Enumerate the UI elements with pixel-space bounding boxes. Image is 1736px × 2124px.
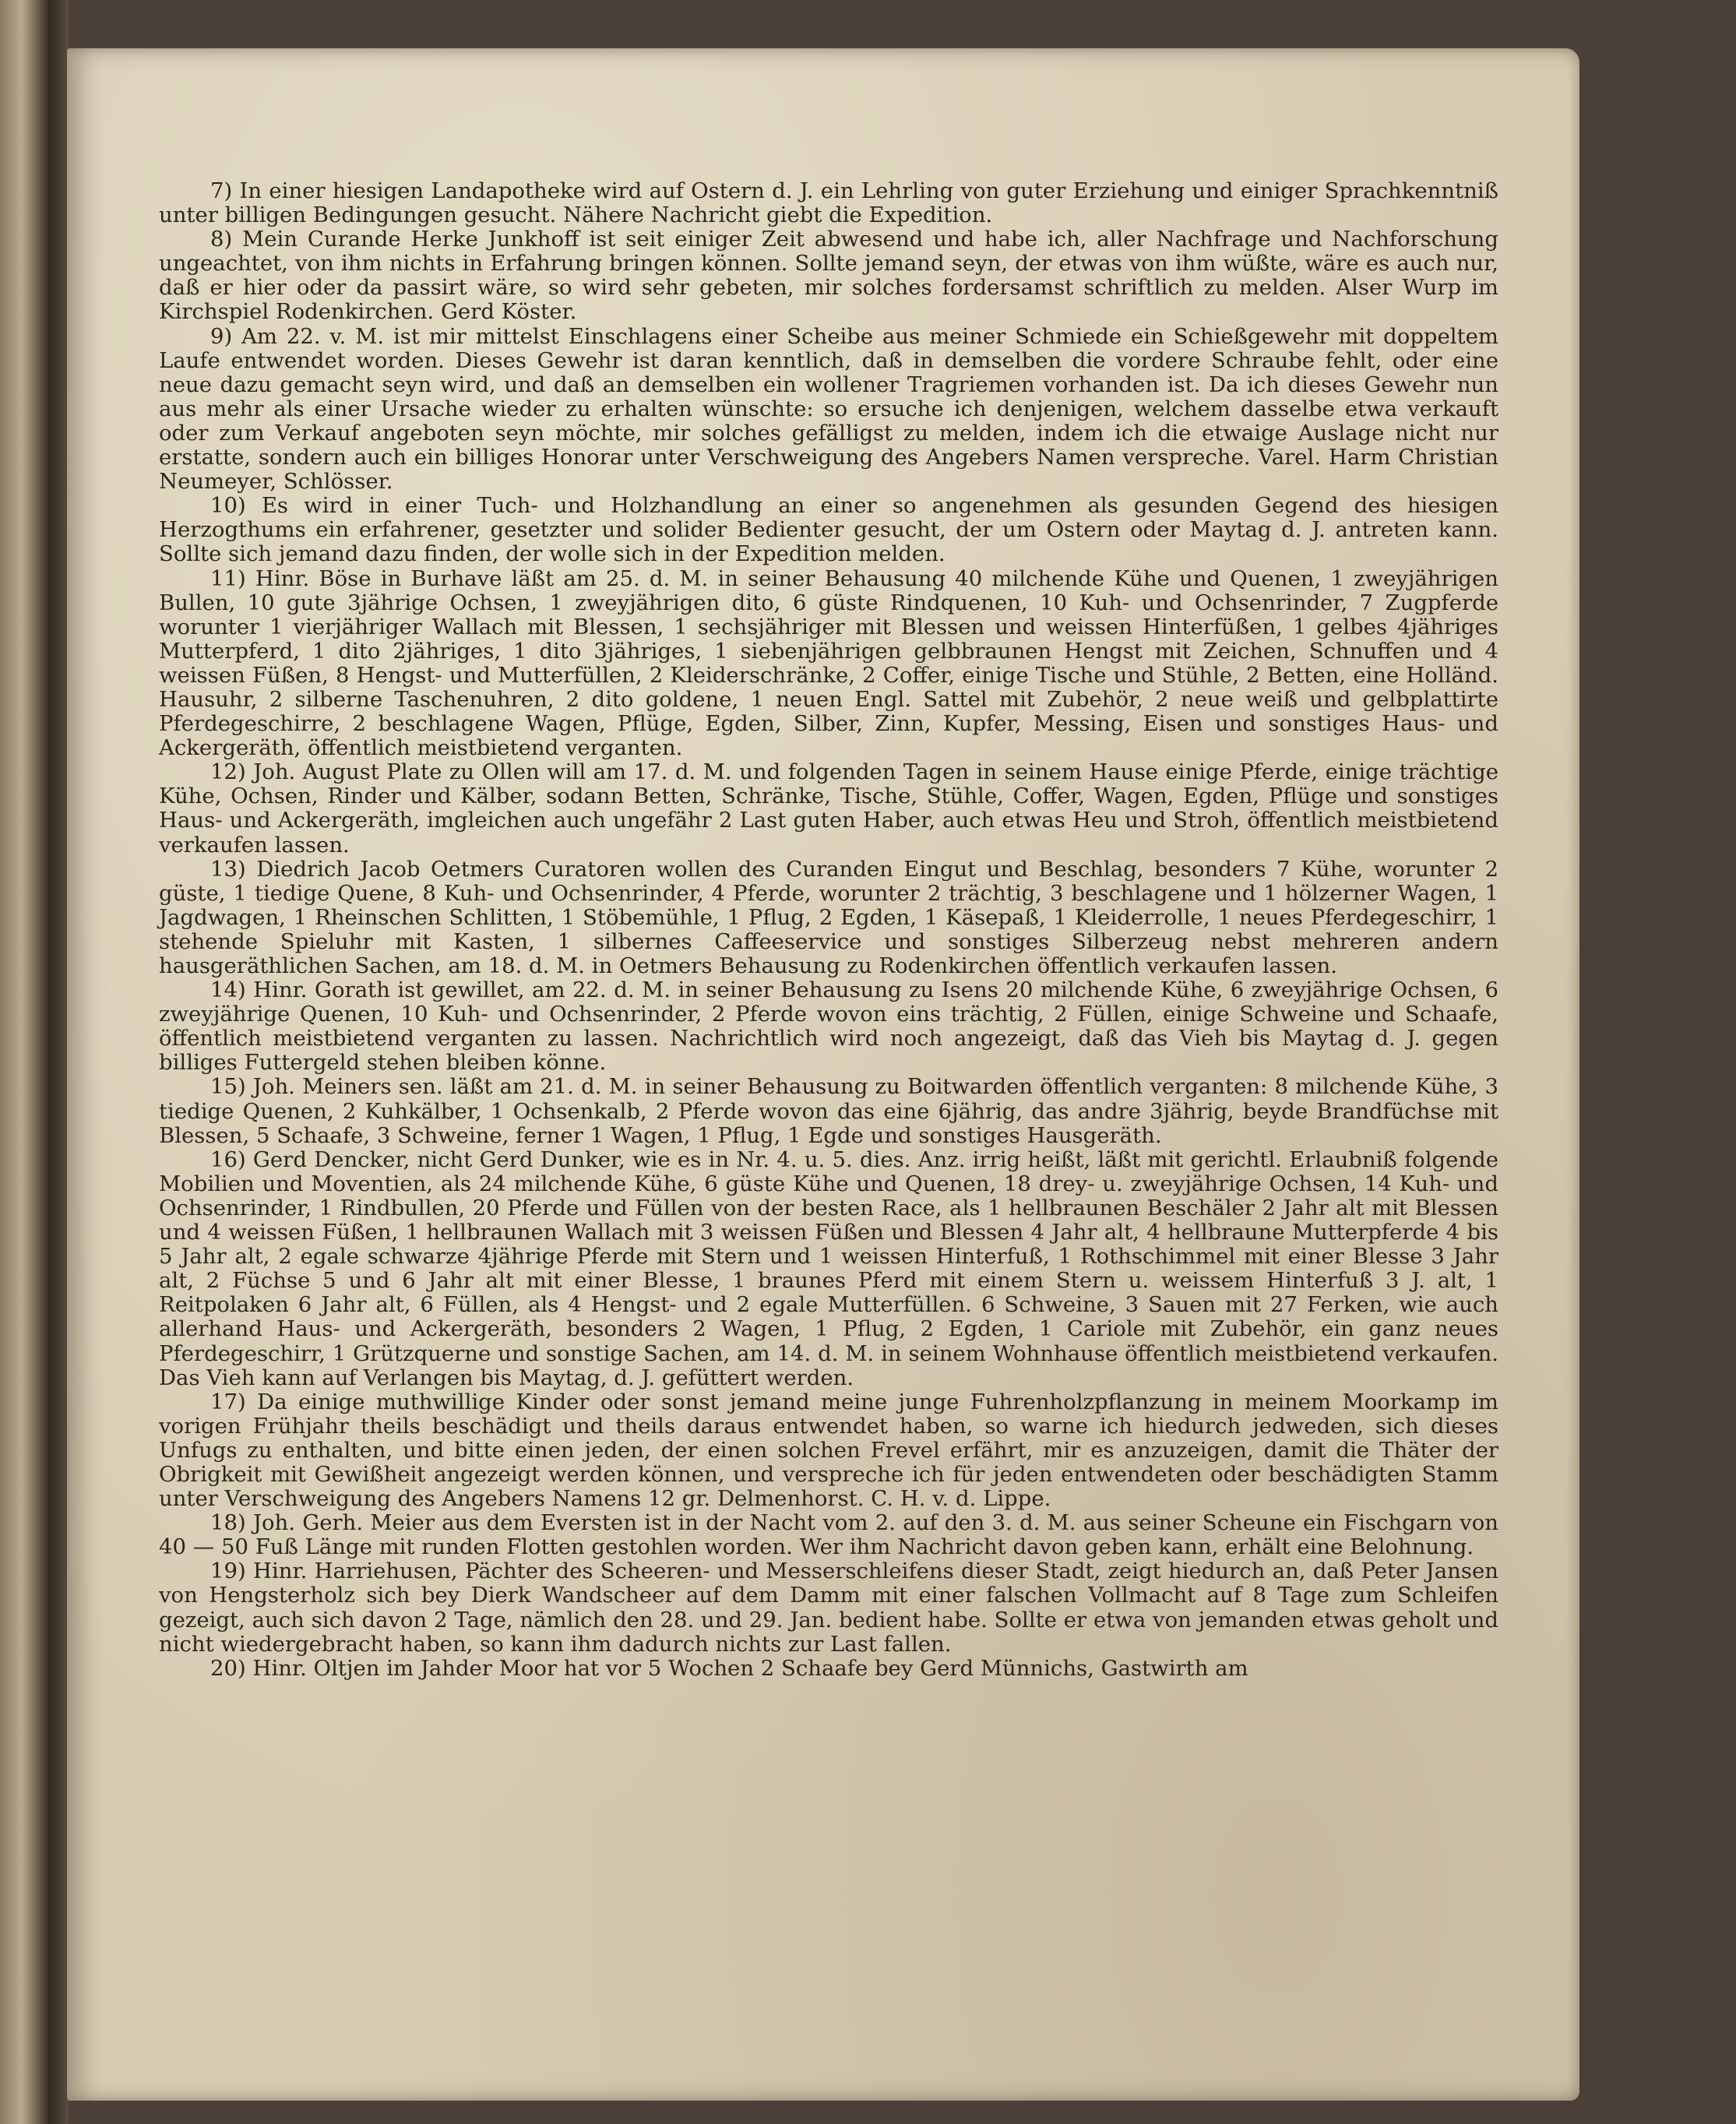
notice-8: 8) Mein Curande Herke Junkhoff ist seit einiger Zeit abwesend und habe ich, aller Nachfrage und Nachforschung ungeachtet, von ihm nichts in Erfahrung bringen können. Sollte jemand seyn, der etwas von ihm wüßte, wäre es auch nur, daß er hier oder da passirt wäre, so wird sehr gebeten, mir solches fordersamst schriftlich zu melden. Alser Wurp im Kirchspiel Rodenkirchen. Gerd Köster.	[159, 227, 1498, 325]
notice-14: 14) Hinr. Gorath ist gewillet, am 22. d. M. in seiner Behausung zu Isens 20 milchende Kühe, 6 zweyjährige Ochsen, 6 zweyjährige Quenen, 10 Kuh- und Ochsenrinder, 2 Pferde wovon eins trächtig, 2 Füllen, einige Schweine und Schaafe, öffentlich meistbietend verganten zu lassen. Nachrichtlich wird noch angezeigt, daß das Vieh bis Maytag d. J. gegen billiges Futtergeld stehen bleiben könne.	[159, 977, 1498, 1076]
notice-16: 16) Gerd Dencker, nicht Gerd Dunker, wie es in Nr. 4. u. 5. dies. Anz. irrig heißt, läßt mit gerichtl. Erlaubniß folgende Mobilien und Moventien, als 24 milchende Kühe, 6 güste Kühe und Quenen, 18 drey- u. zweyjährige Ochsen, 14 Kuh- und Ochsenrinder, 1 Rindbullen, 20 Pferde und Füllen von der besten Race, als 1 hellbraunen Beschäler 2 Jahr alt mit Blessen und 4 weissen Füßen, 1 hellbraunen Wallach mit 3 weissen Füßen und Blessen 4 Jahr alt, 4 hellbraune Mutterpferde 4 bis 5 Jahr alt, 2 egale schwarze 4jährige Pferde mit Stern und 1 weissen Hinterfuß, 1 Rothschimmel mit einer Blesse 3 Jahr alt, 2 Füchse 5 und 6 Jahr alt mit einer Blesse, 1 braunes Pferd mit einem Stern u. weissem Hinterfuß 3 J. alt, 1 Reitpolaken 6 Jahr alt, 6 Füllen, als 4 Hengst- und 2 egale Mutterfüllen. 6 Schweine, 3 Sauen mit 27 Ferken, wie auch allerhand Haus- und Ackergeräth, besonders 2 Wagen, 1 Pflug, 2 Egden, 1 Cariole mit Zubehör, ein ganz neues Pferdegeschirr, 1 Grützquerne und sonstige Sachen, am 14. d. M. in seinem Wohnhause öffentlich meistbietend verkaufen. Das Vieh kann auf Verlangen bis Maytag, d. J. gefüttert werden.	[159, 1147, 1498, 1390]
notice-17: 17) Da einige muthwillige Kinder oder sonst jemand meine junge Fuhrenholzpflanzung in meinem Moorkamp im vorigen Frühjahr theils beschädigt und theils daraus entwendet haben, so warne ich hiedurch jedweden, sich dieses Unfugs zu enthalten, und bitte einen jeden, der einen solchen Frevel erfährt, mir es anzuzeigen, damit die Thäter der Obrigkeit mit Gewißheit angezeigt werden können, und verspreche ich für jeden entwendeten oder beschädigten Stamm unter Verschweigung des Angebers Namens 12 gr. Delmenhorst. C. H. v. d. Lippe.	[159, 1389, 1498, 1512]
notice-12: 12) Joh. August Plate zu Ollen will am 17. d. M. und folgenden Tagen in seinem Hause einige Pferde, einige trächtige Kühe, Ochsen, Rinder und Kälber, sodann Betten, Schränke, Tische, Stühle, Coffer, Wagen, Egden, Pflüge und sonstiges Haus- und Ackergeräth, imgleichen auch ungefähr 2 Last guten Haber, auch etwas Heu und Stroh, öffentlich meistbietend verkaufen lassen.	[159, 759, 1498, 858]
advertisement-column	[159, 179, 1498, 1681]
notice-20: 20) Hinr. Oltjen im Jahder Moor hat vor 5 Wochen 2 Schaafe bey Gerd Münnichs, Gastwirth am	[210, 1655, 1248, 1681]
left-page-edge	[0, 0, 48, 2124]
notice-10: 10) Es wird in einer Tuch- und Holzhandlung an einer so angenehmen als gesunden Gegend des hiesigen Herzogthums ein erfahrener, gesetzter und solider Bedienter gesucht, der um Ostern oder Maytag d. J. antreten kann. Sollte sich jemand dazu finden, der wolle sich in der Expedition melden.	[159, 493, 1498, 567]
notice-9: 9) Am 22. v. M. ist mir mittelst Einschlagens einer Scheibe aus meiner Schmiede ein Schießgewehr mit doppeltem Laufe entwendet worden. Dieses Gewehr ist daran kenntlich, daß in demselben die vordere Schraube fehlt, oder eine neue dazu gemacht seyn wird, und daß an demselben ein wollener Tragriemen vorhanden ist. Da ich dieses Gewehr nun aus mehr als einer Ursache wieder zu erhalten wünschte: so ersuche ich denjenigen, welchem dasselbe etwa verkauft oder zum Verkauf angeboten seyn möchte, mir solches gefälligst zu melden, indem ich die etwaige Auslage nicht nur erstatte, sondern auch ein billiges Honorar unter Verschweigung des Angebers Namen verspreche. Varel. Harm Christian Neumeyer, Schlösser.	[159, 323, 1498, 495]
page-sheet	[67, 48, 1579, 2101]
notice-13: 13) Diedrich Jacob Oetmers Curatoren wollen des Curanden Eingut und Beschlag, besonders 7 Kühe, worunter 2 güste, 1 tiedige Quene, 8 Kuh- und Ochsenrinder, 4 Pferde, worunter 2 trächtig, 3 beschlagene und 1 hölzerner Wagen, 1 Jagdwagen, 1 Rheinschen Schlitten, 1 Stöbemühle, 1 Pflug, 2 Egden, 1 Käsepaß, 1 Kleiderrolle, 1 neues Pferdegeschirr, 1 stehende Spieluhr mit Kasten, 1 silbernes Caffeeservice und sonstiges Silberzeug nebst mehreren andern hausgeräthlichen Sachen, am 18. d. M. in Oetmers Behausung zu Rodenkirchen öffentlich verkaufen lassen.	[159, 856, 1498, 978]
notice-11: 11) Hinr. Böse in Burhave läßt am 25. d. M. in seiner Behausung 40 milchende Kühe und Quenen, 1 zweyjährigen Bullen, 10 gute 3jährige Ochsen, 1 zweyjährigen dito, 6 güste Rindquenen, 10 Kuh- und Ochsenrinder, 7 Zugpferde worunter 1 vierjähriger Wallach mit Blessen, 1 sechsjähriger mit Blessen und weissen Hinterfüßen, 1 gelbes 4jähriges Mutterpferd, 1 dito 2jähriges, 1 dito 3jähriges, 1 siebenjährigen gelbbraunen Hengst mit Zeichen, Schnuffen und 4 weissen Füßen, 8 Hengst- und Mutterfüllen, 2 Kleiderschränke, 2 Coffer, einige Tische und Stühle, 2 Betten, eine Holländ. Hausuhr, 2 silberne Taschenuhren, 2 dito goldene, 1 neuen Engl. Sattel mit Zubehör, 2 neue weiß und gelbplattirte Pferdegeschirre, 2 beschlagene Wagen, Pflüge, Egden, Silber, Zinn, Kupfer, Messing, Eisen und sonstiges Haus- und Ackergeräth, öffentlich meistbietend verganten.	[159, 565, 1498, 761]
notice-15: 15) Joh. Meiners sen. läßt am 21. d. M. in seiner Behausung zu Boitwarden öffentlich verganten: 8 milchende Kühe, 3 tiedige Quenen, 2 Kuhkälber, 1 Ochsenkalb, 2 Pferde wovon das eine 6jährig, das andre 3jährig, beyde Brandfüchse mit Blessen, 5 Schaafe, 3 Schweine, ferner 1 Wagen, 1 Pflug, 1 Egde und sonstiges Hausgeräth.	[159, 1074, 1498, 1148]
notice-18: 18) Joh. Gerh. Meier aus dem Eversten ist in der Nacht vom 2. auf den 3. d. M. aus seiner Scheune ein Fischgarn von 40 — 50 Fuß Länge mit runden Flotten gestohlen worden. Wer ihm Nachricht davon geben kann, erhält eine Belohnung.	[159, 1510, 1498, 1560]
book-gutter	[48, 0, 69, 2124]
notice-7: 7) In einer hiesigen Landapotheke wird auf Ostern d. J. ein Lehrling von guter Erziehung und einiger Sprachkenntniß unter billigen Bedingungen gesucht. Nähere Nachricht giebt die Expedition.	[159, 178, 1498, 228]
notice-19: 19) Hinr. Harriehusen, Pächter des Scheeren- und Messerschleifens dieser Stadt, zeigt hiedurch an, daß Peter Jansen von Hengsterholz sich bey Dierk Wandscheer auf dem Damm mit einer falschen Vollmacht auf 8 Tage zum Schleifen gezeigt, auch sich davon 2 Tage, nämlich den 28. und 29. Jan. bedient habe. Sollte er etwa von jemanden etwas geholt und nicht wiedergebracht haben, so kann ihm dadurch nichts zur Last fallen.	[159, 1559, 1498, 1657]
